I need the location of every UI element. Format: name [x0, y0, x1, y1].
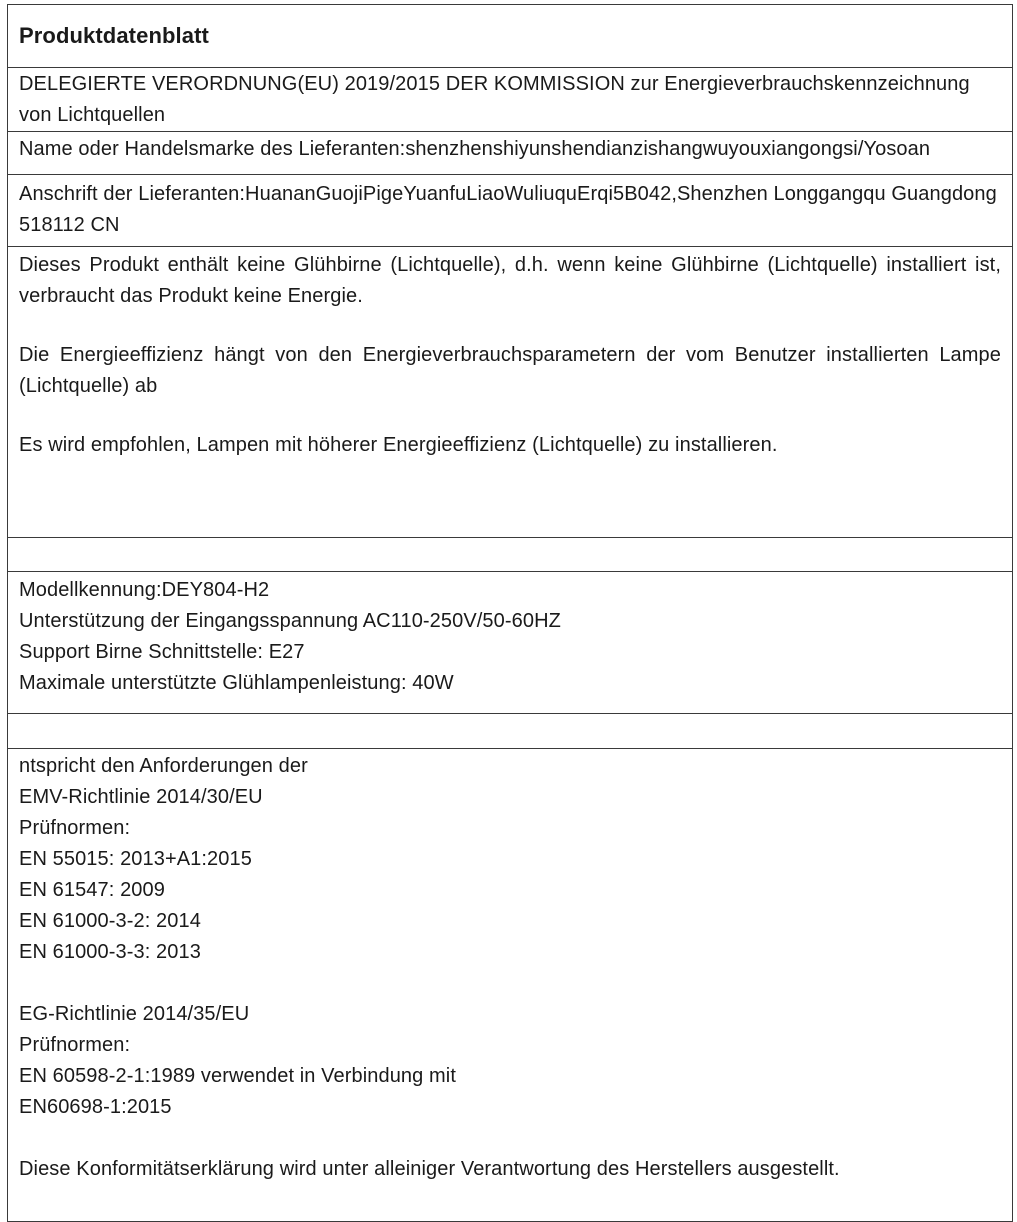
input-voltage: Unterstützung der Eingangsspannung AC110-250V/50-60HZ: [19, 610, 561, 632]
bulb-socket: Support Birne Schnittstelle: E27: [19, 641, 305, 663]
empty-row: [8, 538, 1013, 572]
regulation-cell: [8, 68, 1013, 132]
page-title: Produktdatenblatt: [19, 22, 209, 48]
emc-directive: EMV-Richtlinie 2014/30/EU: [19, 786, 263, 808]
supplier-address-text: Anschrift der Lieferanten:HuananGuojiPigeYuanfuLiaoWuliuquErqi5B042,Shenzhen Longgangqu Guangdong 518112 CN: [19, 183, 997, 236]
conformity-intro: ntspricht den Anforderungen der: [19, 755, 308, 777]
emc-standard: EN 55015: 2013+A1:2015: [19, 848, 252, 870]
emc-standard: EN 61547: 2009: [19, 879, 165, 901]
declaration-text: Diese Konformitätserklärung wird unter alleiniger Verantwortung des Herstellers ausgestellt.: [19, 1158, 840, 1180]
emc-standard: EN 61000-3-3: 2013: [19, 941, 201, 963]
paragraph-gap: [19, 968, 1001, 999]
paragraph-gap: [19, 402, 1001, 430]
emc-standards-label: Prüfnormen:: [19, 817, 131, 839]
max-bulb-power: Maximale unterstützte Glühlampenleistung: 40W: [19, 672, 454, 694]
lvd-standard: EN 60598-2-1:1989 verwendet in Verbindung mit: [19, 1065, 456, 1087]
no-bulb-paragraph: Dieses Produkt enthält keine Glühbirne (Lichtquelle), d.h. wenn keine Glühbirne (Lichtquelle) installiert ist, verbraucht das Produkt keine Energie.: [19, 254, 1001, 307]
lvd-standard: EN60698-1:2015: [19, 1096, 172, 1118]
paragraph-gap: [19, 1123, 1001, 1154]
conformity-cell: [8, 749, 1013, 1222]
emc-standard: EN 61000-3-2: 2014: [19, 910, 201, 932]
model-id: Modellkennung:DEY804-H2: [19, 579, 270, 601]
title-cell: [8, 5, 1013, 68]
recommendation-paragraph: Es wird empfohlen, Lampen mit höherer Energieeffizienz (Lichtquelle) zu installieren.: [19, 434, 778, 456]
efficiency-paragraph: Die Energieeffizienz hängt von den Energieverbrauchsparametern der vom Benutzer installierten Lampe (Lichtquelle) ab: [19, 344, 1001, 397]
lvd-standards-label: Prüfnormen:: [19, 1034, 131, 1056]
lvd-directive: EG-Richtlinie 2014/35/EU: [19, 1003, 250, 1025]
product-datasheet-table: [7, 4, 1013, 1222]
empty-row: [8, 714, 1013, 749]
supplier-name-cell: [8, 132, 1013, 175]
model-cell: [8, 572, 1013, 714]
supplier-name-text: Name oder Handelsmarke des Lieferanten:shenzhenshiyunshendianzishangwuyouxiangongsi/Yosoan: [19, 138, 931, 160]
supplier-address-cell: [8, 175, 1013, 247]
regulation-text: DELEGIERTE VERORDNUNG(EU) 2019/2015 DER KOMMISSION zur Energieverbrauchskennzeichnung von Lichtquellen: [19, 73, 970, 126]
product-info-cell: [8, 247, 1013, 538]
paragraph-gap: [19, 312, 1001, 340]
